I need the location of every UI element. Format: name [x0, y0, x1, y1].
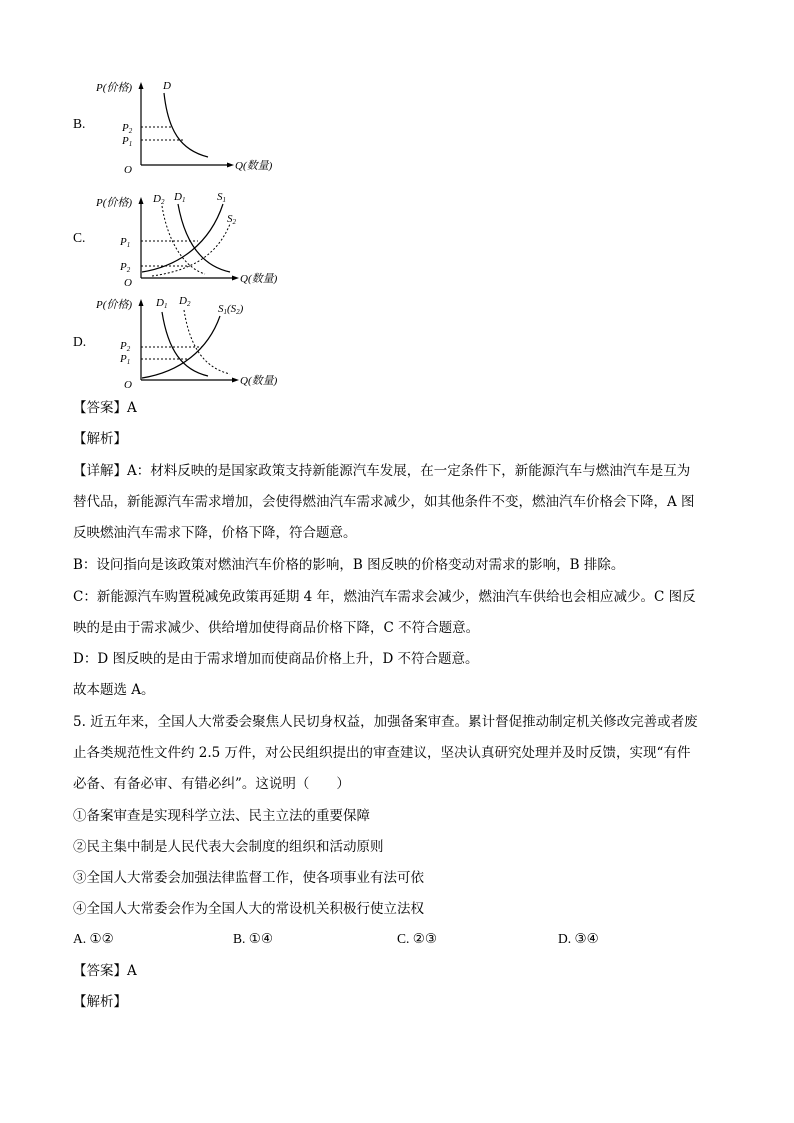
q5-answer: 【答案】A	[73, 963, 137, 979]
graph-d-d1-curve	[162, 312, 208, 376]
q4-analysis-line: C：新能源汽车购置税减免政策再延期 4 年，燃油汽车需求会减少，燃油汽车供给也会相应减少。C 图反	[73, 589, 696, 605]
graph-d-origin: O	[124, 379, 132, 391]
graph-b	[90, 75, 320, 180]
graph-d-d2-curve	[184, 310, 230, 374]
graph-b-origin: O	[124, 164, 132, 176]
graph-c-d2-curve	[162, 206, 205, 274]
graph-d-d2-label: D2	[179, 295, 191, 308]
graph-c-s1-label: S1	[217, 191, 226, 204]
q5-stem-line: 5. 近五年来，全国人大常委会聚焦人民切身权益，加强备案审查。累计督促推动制定机关修改完善或者废	[73, 714, 698, 730]
q5-choice-d: D. ③④	[558, 931, 599, 946]
graph-c-origin: O	[124, 277, 132, 289]
q4-analysis-line: 反映燃油汽车需求下降，价格下降，符合题意。	[73, 525, 357, 541]
q5-statement-1: ①备案审查是实现科学立法、民主立法的重要保障	[73, 808, 370, 824]
q4-answer: 【答案】A	[73, 400, 137, 416]
graph-c-y-arrow	[139, 197, 144, 204]
graph-b-x-axis-label: Q(数量)	[235, 160, 273, 172]
q5-choice-b: B. ①④	[233, 931, 273, 946]
graph-d-p2-label: P2	[120, 340, 131, 353]
q5-stem-line: 止各类规范性文件约 2.5 万件，对公民组织提出的审查建议，坚决认真研究处理并及时反馈，实现“有件	[73, 745, 691, 761]
q5-statement-4: ④全国人大常委会作为全国人大的常设机关积极行使立法权	[73, 901, 424, 917]
graph-d-y-arrow	[139, 299, 144, 306]
graph-c-s2-label: S2	[227, 213, 236, 226]
graph-c	[90, 188, 320, 293]
graph-d	[90, 290, 320, 395]
graph-c-x-arrow	[232, 276, 239, 281]
q4-analysis-line: 【详解】A：材料反映的是国家政策支持新能源汽车发展，在一定条件下，新能源汽车与燃油汽车是互为	[73, 463, 691, 479]
q5-choice-a: A. ①②	[73, 931, 114, 946]
graph-d-x-axis-label: Q(数量)	[240, 375, 278, 387]
graph-d-s-label: S1(S2)	[218, 303, 244, 316]
q5-statement-2: ②民主集中制是人民代表大会制度的组织和活动原则	[73, 839, 384, 855]
q5-analysis-heading: 【解析】	[73, 994, 127, 1010]
q4-analysis-line: 映的是由于需求减少、供给增加使得商品价格下降，C 不符合题意。	[73, 620, 480, 636]
graph-b-x-arrow	[227, 163, 234, 168]
q4-conclusion: 故本题选 A。	[73, 682, 155, 698]
q5-statement-3: ③全国人大常委会加强法律监督工作，使各项事业有法可依	[73, 870, 424, 886]
q4-analysis-line: B：设问指向是该政策对燃油汽车价格的影响，B 图反映的价格变动对需求的影响，B 排除。	[73, 557, 625, 573]
graph-c-p1-label: P1	[120, 236, 131, 249]
q4-analysis-heading: 【解析】	[73, 431, 127, 447]
graph-b-p1-label: P1	[122, 135, 133, 148]
option-c-label: C.	[73, 230, 86, 245]
graph-c-y-axis-label: P(价格)	[96, 197, 133, 209]
q4-analysis-line: D：D 图反映的是由于需求增加而使商品价格上升，D 不符合题意。	[73, 651, 479, 667]
q4-analysis-line: 替代品，新能源汽车需求增加，会使得燃油汽车需求减少，如其他条件不变，燃油汽车价格会下降，A 图	[73, 494, 695, 510]
option-b-label: B.	[73, 116, 86, 131]
graph-d-p1-label: P1	[120, 353, 131, 366]
graph-b-y-axis-label: P(价格)	[96, 82, 133, 94]
graph-b-p2-label: P2	[122, 122, 133, 135]
graph-b-y-arrow	[139, 82, 144, 89]
graph-d-x-arrow	[232, 378, 239, 383]
graph-c-s1-curve	[142, 204, 223, 272]
graph-c-p2-label: P2	[120, 261, 131, 274]
graph-d-y-axis-label: P(价格)	[96, 299, 133, 311]
graph-b-demand-curve	[164, 93, 208, 157]
graph-c-x-axis-label: Q(数量)	[240, 273, 278, 285]
option-d-label: D.	[73, 334, 87, 349]
q5-choice-c: C. ②③	[397, 931, 437, 946]
graph-c-d2-label: D2	[153, 193, 165, 206]
q5-stem-line: 必备、有备必审、有错必纠”。这说明（ ）	[73, 776, 350, 792]
graph-c-d1-label: D1	[174, 191, 186, 204]
graph-d-d1-label: D1	[156, 297, 168, 310]
graph-b-curve-d-label: D	[163, 80, 171, 92]
